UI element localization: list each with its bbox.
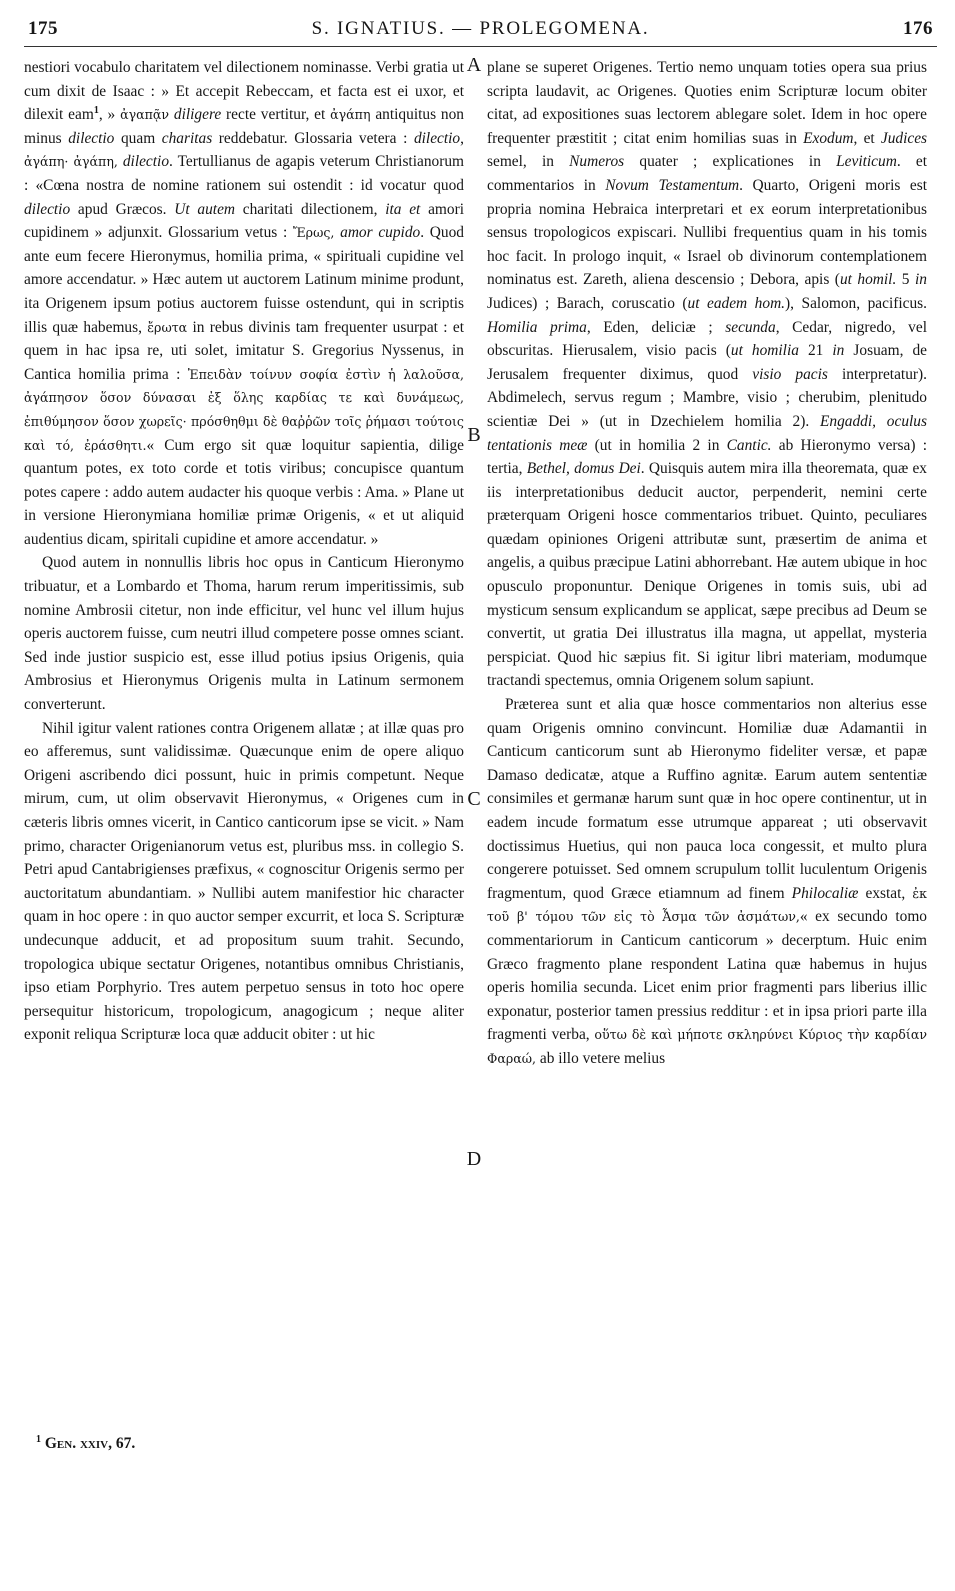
page-number-left: 175 <box>28 18 58 39</box>
footnote-ref[interactable]: 1 <box>93 105 99 117</box>
right-paragraph-2: Præterea sunt et alia quæ hosce commentarios non alterius esse quam Origenis omnino convincunt. Homiliæ duæ Adamantii in Canticum canticorum sunt ab Hieronymo fideliter versæ, et papæ Damaso dedicatæ, atque a Ruffino agnitæ. Earum autem sententiæ consimiles et germanæ harum sunt quæ in hoc opere continentur, ut in eadem incude formatum esse utrumque appareat ; uti observavit doctissimus Huetius, qui non pauca loca congessit, et multo plura congerere potuisset. Sed omnem scrupulum tollit luculentum Origenis fragmentum, quod Græce etiamnum ad finem Philocaliæ exstat, ἐκ τοῦ β' τόμου τῶν εἰς τὸ Ἆσμα τῶν ἀσμάτων,« ex secundo tomo commentariorum in Canticum canticorum » decerptum. Huic enim Græco fragmento plane respondent Latina quæ habemus in hujus operis homilia secunda. Licet enim prior fragmenti pars liberius illic exponatur, posterior tamen pressius redditur : et in ipsa priori parte illa fragmenti verba, οὕτω δὲ καὶ μήποτε σκληρύνει Κύριος τὴν καρδίαν Φαραώ, ab illo vetere melius <box>487 696 927 1067</box>
margin-marker-c: C <box>467 788 481 810</box>
right-column <box>487 56 927 1071</box>
footnote-text: Gen. xxiv, 67. <box>41 1435 136 1452</box>
running-title: S. IGNATIUS. — PROLEGOMENA. <box>311 18 650 39</box>
footnote <box>36 1435 135 1453</box>
left-paragraph-1: nestiori vocabulo charitatem vel dilectionem nominasse. Verbi gratia ut cum dixit de Isaac : » Et accepit Rebeccam, et facta est ei uxor, et dilexit eam$^1$, » ἀγαπᾷν diligere recte vertitur, et ἀγάπη antiquitus non minus dilectio quam charitas reddebatur. Glossaria vetera : dilectio, ἀγάπη· ἀγάπη, dilectio. Tertullianus de agapis veterum Christianorum : «Cœna nostra de nomine rationem sui ostendit : id vocatur quod dilectio apud Græcos. Ut autem charitati dilectionem, ita et amori cupidinem » adjunxit. Glossarium vetus : Ἔρως, amor cupido. Quod ante eum fecere Hieronymus, homilia prima, « spirituali cupidine vel amore accendatur. » Hæc autem ut auctorem Latinum minime produnt, ita Origenem ipsum potius auctorem fuisse ostendunt, qui in scriptis illis quæ habemus, ἔρωτα in rebus divinis tam frequenter usurpat : et quem in hac ipsa re, uti solet, imitatur S. Gregorius Nyssenus, in Cantica homilia prima : Ἐπειδὰν τοίνυν σοφία ἐστὶν ἡ λαλοῦσα, ἀγάπησον ὅσον δύνασαι ἐξ ὅλης καρδίας τε καὶ δυνάμεως, ἐπιθύμησον ὅσον χωρεῖς· πρόσθηθμι δὲ θαῤῥῶν τοῖς ῥήμασι τούτοις καὶ τό, ἐράσθητι.« Cum ergo sit quæ loquitur sapientia, dilige quantum potes, ex toto corde et totis viribus; concupisce quantum potes capere : addo autem audacter his quoque verbis : Ama. » Plane ut in versione Hieronymiana homiliæ primæ Origenis, « et ut aliquid audentius dicam, spiritali cupidine et amore accendatur. » <box>24 59 465 548</box>
margin-marker-d: D <box>466 1148 482 1170</box>
left-paragraph-3: Nihil igitur valent rationes contra Origenem allatæ ; at illæ quas pro eo afferemus, sunt validissimæ. Quæcunque enim de opere aliquo Origeni ascribendo dici possunt, huic in primis competunt. Neque mirum, cum, ut olim observavit Hieronymus, « Origenes cum in cæteris libris omnes vicerit, in Cantico canticorum ipse se vicit. » Nam primo, character Origenianorum vetus est, pluribus mss. in collegio S. Petri apud Cantabrigienses præfixus, « cognoscitur Origenis sermo per auctoritatum abundantiam. » Nullibi autem manifestior hic character quam in hoc opere : in quo auctor semper excurrit, et loca S. Scripturæ undecunque adducit, et ad propositum suum trahit. Secundo, tropologica ubique sectatur Origenes, notantibus omnibus Christianis, ipso etiam Porphyrio. Tres autem perpetuo sensus in toto hoc opere persequitur historicum, tropologicum, anagogicum ; neque aliter exponit reliqua Scripturæ loca quæ adducit obiter : ut hic <box>24 719 464 1044</box>
left-paragraph-2: Quod autem in nonnullis libris hoc opus in Canticum Hieronymo tribuatur, et a Lombardo et Thoma, harum rerum imperitissimis, sub nomine Ambrosii citetur, non inde efficitur, vel hunc vel illum hujus operis auctorem fuisse, cum neutri illud competere posse omnes sciant. Sed inde justior suspicio est, esse illud potius ipsius Origenis, quia Ambrosius et Hieronymus Origenis multa in Latinum sermonem converterunt. <box>24 554 464 714</box>
margin-marker-a: A <box>466 54 482 76</box>
page-number-right: 176 <box>903 18 933 39</box>
left-column <box>24 56 464 1047</box>
right-paragraph-1: plane se superet Origenes. Tertio nemo unquam toties opera sua prius scripta laudavit, ac Origenes. Quoties enim Scripturæ locum obiter citat, ad expositiones suas lectorem ablegare solet. Idem in hoc opere frequenter præstitit ; citat enim homilias suas in Exodum, et Judices semel, in Numeros quater ; explicationes in Leviticum. et commentarios in Novum Testamentum. Quarto, Origeni moris est propria nomina Hebraica interpretari et ex eorum interpretationibus sensus tropologicos expiscari. Nullibi frequentius quam in his tomis hoc facit. In prologo inquit, « Israel ob divinorum contemplationem nominatus est. Zareth, aliena descensio ; Debora, apis (ut homil. 5 in Judices) ; Barach, coruscatio (ut eadem hom.), Salomon, pacificus. Homilia prima, Eden, deliciæ ; secunda, Cedar, nigredo, vel obscuritas. Hierusalem, visio pacis (ut homilia 21 in Josuam, de Jerusalem frequenter diximus, quod visio pacis interpretatur). Abdimelech, servus regum ; Mambre, visio ; cherubim, plenitudo scientiæ Dei » (ut in Dzechielem homilia 2). Engaddi, oculus tentationis meæ (ut in homilia 2 in Cantic. ab Hieronymo versa) : tertia, Bethel, domus Dei. Quisquis autem mira illa theoremata, quæ ex iis interpretationibus deducit auctor, perpenderit, nemini certe præterquam Origeni hosce commentarios tribuet. Quinto, peculiares quædam opiniones Origeni attributæ sunt, præsertim de anima et angelis, a quibus præcipue Latini abhorrebant. Hæ autem ubique in hoc opusculo proponuntur. Denique Origenes in tomis suis, ubi ad mysticum sensum explicandum se applicat, sæpe precibus ad Deum se convertit, ut gratia Dei illustratus illa magna, ut appellat, mysteria perspiciat. Quod hic sæpius fit. Si igitur libri materiam, modumque tractandi spectemus, omnia Origenem solum sapiunt. <box>487 59 928 690</box>
margin-marker-b: B <box>467 424 481 446</box>
footnote-mark: 1 <box>36 1433 41 1445</box>
running-header <box>24 16 937 47</box>
